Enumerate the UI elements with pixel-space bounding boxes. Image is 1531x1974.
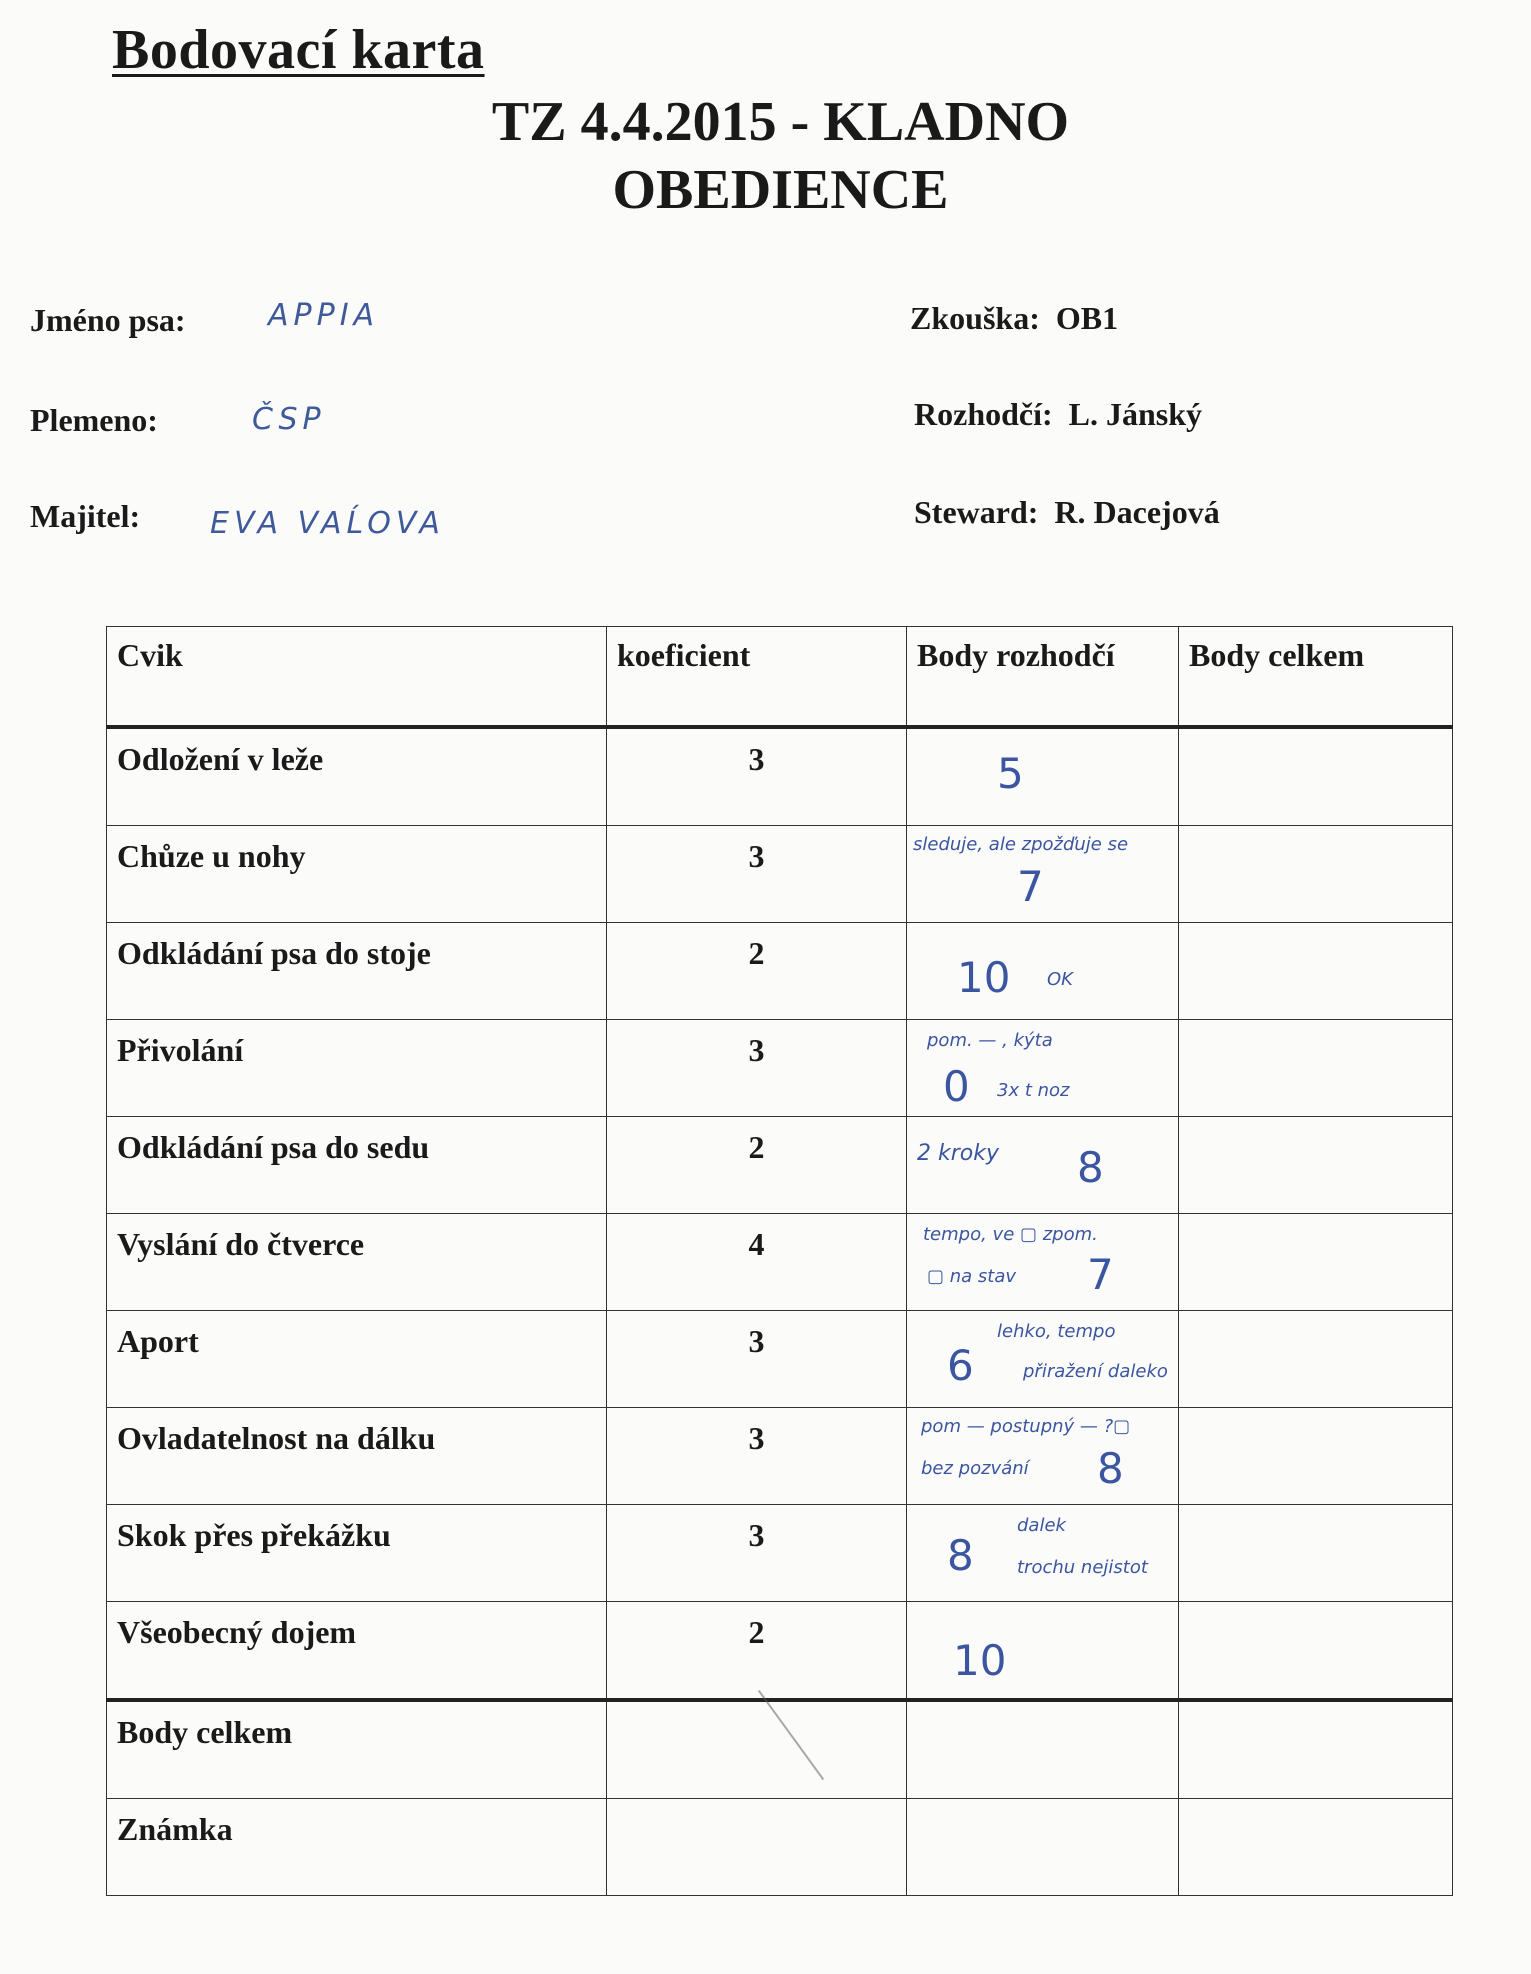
totals-total-cell bbox=[1179, 1700, 1453, 1799]
table-row bbox=[107, 1505, 1453, 1602]
col-header-coefficient: koeficient bbox=[607, 627, 907, 728]
judge-row bbox=[914, 396, 1202, 433]
steward-label: Steward: bbox=[914, 494, 1039, 530]
steward-row bbox=[914, 494, 1220, 531]
judge-note-2: 3x t noz bbox=[997, 1080, 1070, 1101]
judge-score: 0 bbox=[943, 1062, 970, 1111]
exam-row bbox=[910, 300, 1118, 337]
event-title bbox=[0, 88, 1531, 224]
total-cell bbox=[1179, 1311, 1453, 1408]
judge-note: OK bbox=[1047, 969, 1073, 990]
exercise-name: Odkládání psa do stoje bbox=[117, 935, 431, 971]
total-cell bbox=[1179, 1020, 1453, 1117]
judge-score: 10 bbox=[953, 1636, 1007, 1685]
score-table bbox=[106, 626, 1453, 1896]
judge-score: 10 bbox=[957, 953, 1011, 1002]
exercise-name: Odložení v leže bbox=[117, 741, 324, 777]
steward-value: R. Dacejová bbox=[1054, 494, 1220, 530]
exercise-name: Aport bbox=[117, 1323, 199, 1359]
exercise-name: Chůze u nohy bbox=[117, 838, 306, 874]
table-row bbox=[107, 1020, 1453, 1117]
grade-coef-cell bbox=[607, 1799, 907, 1896]
judge-note: pom. — , kýta bbox=[927, 1030, 1053, 1051]
exercise-name: Skok přes překážku bbox=[117, 1517, 391, 1553]
total-cell bbox=[1179, 1408, 1453, 1505]
event-line-discipline: OBEDIENCE bbox=[612, 159, 949, 221]
coefficient: 3 bbox=[748, 1517, 765, 1553]
judge-score: 6 bbox=[947, 1341, 974, 1390]
exam-label: Zkouška: bbox=[910, 300, 1040, 336]
coefficient: 4 bbox=[748, 1226, 765, 1262]
judge-score: 8 bbox=[1077, 1143, 1104, 1192]
exercise-name: Všeobecný dojem bbox=[117, 1614, 357, 1650]
totals-row bbox=[107, 1700, 1453, 1799]
col-header-judge-points: Body rozhodčí bbox=[907, 627, 1179, 728]
exercise-name: Vyslání do čtverce bbox=[117, 1226, 365, 1262]
grade-label: Známka bbox=[117, 1811, 233, 1847]
judge-value: L. Jánský bbox=[1068, 396, 1203, 432]
judge-score: 7 bbox=[1087, 1250, 1114, 1299]
coefficient: 3 bbox=[748, 838, 765, 874]
card-title: Bodovací karta bbox=[112, 19, 485, 81]
breed-value: ČSP bbox=[252, 402, 326, 437]
judge-note: dalek bbox=[1017, 1515, 1066, 1536]
total-cell bbox=[1179, 1214, 1453, 1311]
exercise-name: Přivolání bbox=[117, 1032, 244, 1068]
total-cell bbox=[1179, 1117, 1453, 1214]
exercise-name: Odkládání psa do sedu bbox=[117, 1129, 430, 1165]
owner-value: EVA VAĹOVA bbox=[210, 506, 445, 541]
table-row bbox=[107, 826, 1453, 923]
total-cell bbox=[1179, 1602, 1453, 1701]
total-cell bbox=[1179, 826, 1453, 923]
table-row bbox=[107, 923, 1453, 1020]
judge-label: Rozhodčí: bbox=[914, 396, 1053, 432]
judge-score: 8 bbox=[1097, 1444, 1124, 1493]
col-header-exercise: Cvik bbox=[107, 627, 607, 728]
judge-note: sleduje, ale zpožďuje se bbox=[913, 834, 1129, 855]
judge-note-2: přiražení daleko bbox=[1023, 1361, 1168, 1382]
judge-note-2: trochu nejistot bbox=[1017, 1557, 1148, 1578]
judge-note-2: bez pozvání bbox=[921, 1458, 1029, 1479]
totals-judge-cell bbox=[907, 1700, 1179, 1799]
totals-coef-cell bbox=[607, 1700, 907, 1799]
judge-score: 7 bbox=[1017, 862, 1044, 911]
total-cell bbox=[1179, 727, 1453, 826]
coefficient: 3 bbox=[748, 1420, 765, 1456]
coefficient: 3 bbox=[748, 1323, 765, 1359]
judge-note-2: ▢ na stav bbox=[927, 1266, 1017, 1287]
exercise-name: Ovladatelnost na dálku bbox=[117, 1420, 436, 1456]
judge-score: 5 bbox=[997, 749, 1024, 798]
judge-score: 8 bbox=[947, 1531, 974, 1580]
table-row bbox=[107, 1602, 1453, 1701]
dog-name-label: Jméno psa: bbox=[30, 302, 186, 338]
exam-value: OB1 bbox=[1055, 300, 1119, 336]
judge-note: lehko, tempo bbox=[997, 1321, 1116, 1342]
table-row bbox=[107, 1408, 1453, 1505]
judge-note: pom — postupný — ?▢ bbox=[921, 1416, 1131, 1437]
event-line-date-place: TZ 4.4.2015 - KLADNO bbox=[491, 91, 1070, 153]
breed-label: Plemeno: bbox=[30, 402, 158, 438]
grade-judge-cell bbox=[907, 1799, 1179, 1896]
totals-label: Body celkem bbox=[117, 1714, 293, 1750]
coefficient: 3 bbox=[748, 1032, 765, 1068]
col-header-total-points: Body celkem bbox=[1179, 627, 1453, 728]
table-row bbox=[107, 1311, 1453, 1408]
grade-row bbox=[107, 1799, 1453, 1896]
table-row bbox=[107, 1214, 1453, 1311]
table-row bbox=[107, 727, 1453, 826]
coefficient: 2 bbox=[748, 1129, 765, 1165]
table-row bbox=[107, 1117, 1453, 1214]
table-header-row bbox=[107, 627, 1453, 728]
total-cell bbox=[1179, 1505, 1453, 1602]
judge-note: 2 kroky bbox=[917, 1141, 999, 1166]
dog-name-value: APPIA bbox=[268, 298, 380, 333]
coefficient: 3 bbox=[748, 741, 765, 777]
total-cell bbox=[1179, 923, 1453, 1020]
judge-note: tempo, ve ▢ zpom. bbox=[923, 1224, 1098, 1245]
coefficient: 2 bbox=[748, 1614, 765, 1650]
coefficient: 2 bbox=[748, 935, 765, 971]
grade-total-cell bbox=[1179, 1799, 1453, 1896]
owner-label: Majitel: bbox=[30, 498, 141, 534]
